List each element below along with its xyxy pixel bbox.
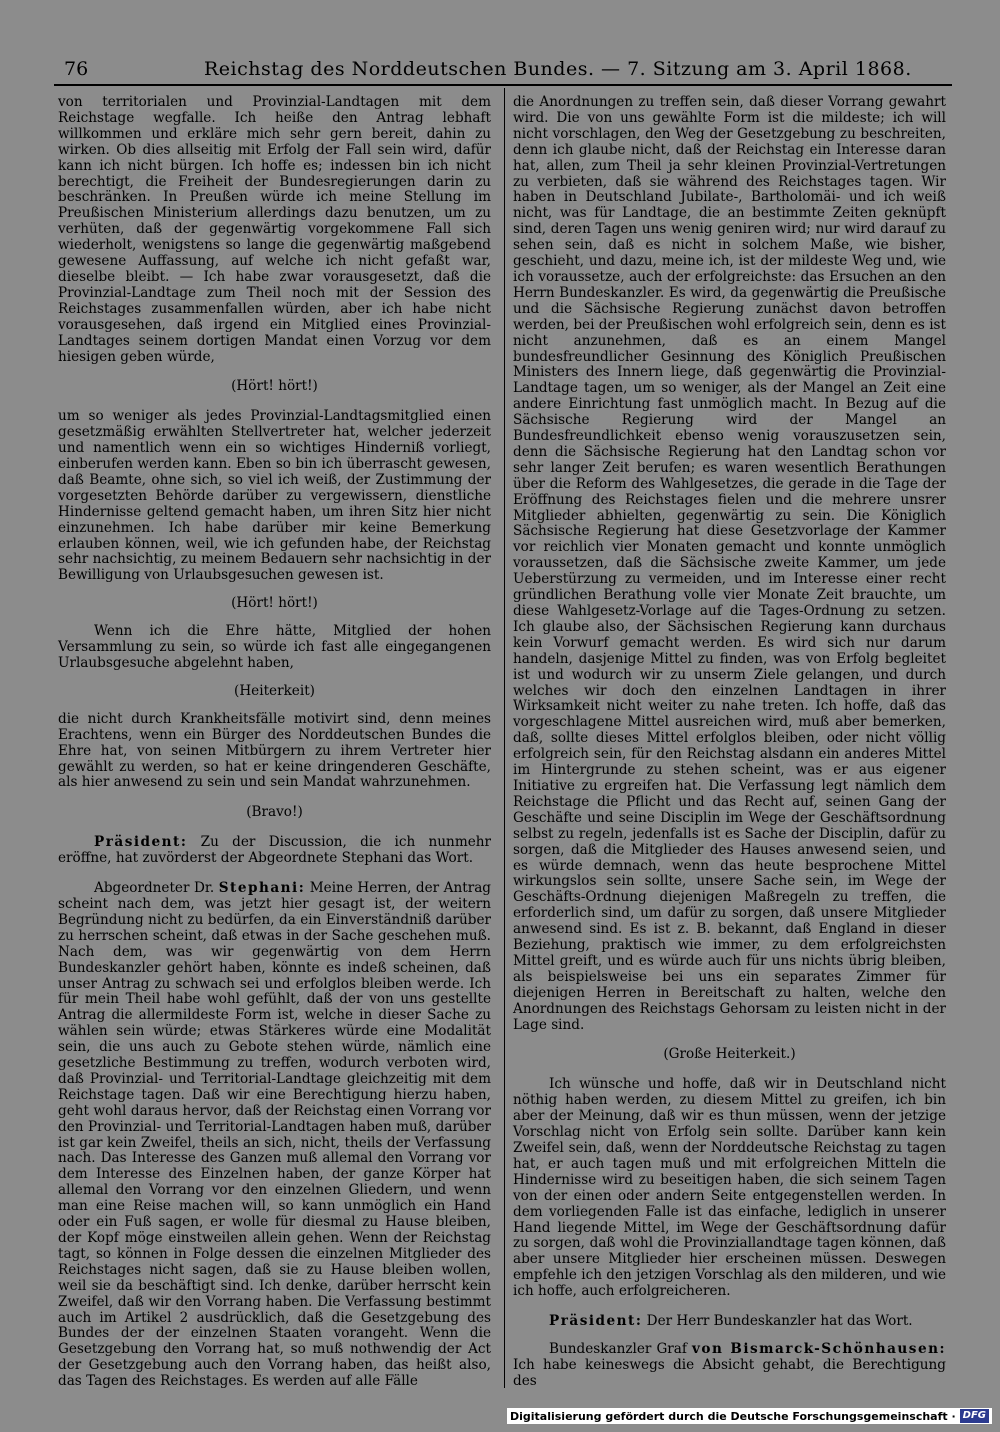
speaker-intro: Abgeordneter Dr. xyxy=(94,880,215,897)
dfg-logo: DFG xyxy=(960,1409,989,1423)
document-page xyxy=(54,50,952,1388)
speaker-name: Präsident: xyxy=(549,1313,643,1330)
speaker-intro: Bundeskanzler Graf xyxy=(549,1340,687,1357)
speech-text: Ich habe keineswegs die Absicht gehabt, die Berechtigung des xyxy=(513,1356,946,1389)
interjection: (Bravo!) xyxy=(246,804,303,821)
credit-text: Digitalisierung gefördert durch die Deutsche Forschungsgemeinschaft · xyxy=(509,1409,956,1423)
speech-text: Zu der Discussion, die ich nunmehr eröffne, hat zuvörderst der Abgeordnete Stephani das Wort. xyxy=(58,834,492,867)
speech-bismarck xyxy=(513,1342,946,1390)
interjection: (Hört! hört!) xyxy=(231,378,318,395)
paragraph: Wenn ich die Ehre hätte, Mitglied der hohen Versammlung zu sein, so würde ich fast alle eingegangenen Urlaubsgesuche abgelehnt haben, xyxy=(58,623,491,671)
right-column xyxy=(513,95,946,1390)
page-header xyxy=(54,50,952,86)
paragraph: die nicht durch Krankheitsfälle motivirt sind, denn meines Erachtens, wenn ein Bürger des Norddeutschen Bundes die Ehre hat, von seinen Mitbürgern zu ihrem Vertreter hier gewählt zu werden, so hat er keine dringenderen Geschäfte, als hier anwesend zu sein und sein Mandat wahrzunehmen. xyxy=(58,710,491,791)
column-divider xyxy=(504,88,505,1388)
paragraph: Ich wünsche und hoffe, daß wir in Deutschland nicht nöthig haben werden, zu diesem Mittel zu greifen, ich bin aber der Meinung, daß wir es thun müssen, wenn der jetzige Vorschlag nicht von Erfolg sein sollte. Darüber kann kein Zweifel sein, daß, wenn der Norddeutsche Reichstag zu tagen hat, er auch tagen muß und mit erfolgreichen Mitteln die Hindernisse wird zu beseitigen haben, die sich seinem Tagen von der einen oder andern Seite entgegenstellen werden. In dem vorliegenden Falle ist das einfache, lediglich in unserer Hand liegende Mittel, im Wege der Geschäftsordnung dafür zu sorgen, daß wohl die Provinziallandtage tagen können, daß aber unsere Mitglieder hier erscheinen müssen. Deswegen empfehle ich den jetzigen Vorschlag als den milderen, und wie ich hoffe, auch erfolgreicheren. xyxy=(513,1076,946,1300)
speaker-name: von Bismarck-Schönhausen: xyxy=(692,1340,946,1357)
paragraph: um so weniger als jedes Provinzial-Landtagsmitglied einen gesetzmäßig erwählten Stellvertreter hat, welcher jederzeit und namentlich wenn ein so wichtiges Hinderniß vorliegt, einberufen werden kann. Eben so bin ich überrascht gewesen, daß Beamte, ohne sich, so viel ich weiß, der Zustimmung der vorgesetzten Behörde darüber zu vergewissern, dienstliche Hindernisse geltend gemacht haben, um ihren Sitz hier nicht einzunehmen. Ich habe darüber mir keine Bemerkung erlauben können, weil, wie ich gefunden habe, der Reichstag sehr nachsichtig, zu meinem Bedauern sehr nachsichtig in der Bewilligung von Urlaubsgesuchen gewesen ist. xyxy=(58,408,491,584)
speech-stephani xyxy=(58,881,491,1390)
interjection: (Große Heiterkeit.) xyxy=(663,1046,796,1063)
left-column xyxy=(58,95,491,1390)
speech-text: Der Herr Bundeskanzler hat das Wort. xyxy=(646,1313,913,1330)
paragraph: von territorialen und Provinzial-Landtagen mit dem Reichstage wegfalle. Ich heiße den Antrag lebhaft willkommen und erkläre mich sehr gern bereit, dahin zu wirken. Ob dies allseitig mit Erfolg der Fall sein wird, dafür kann ich nicht bürgen. Ich hoffe es; indessen bin ich nicht berechtigt, die Freiheit der Bundesregierungen darin zu beschränken. In Preußen würde ich meine Stellung im Preußischen Ministerium allerdings dazu benutzen, um zu verhüten, daß der gegenwärtig vorgekommene Fall sich wiederholt, wenigstens so lange die gegenwärtig maßgebend gewesene Auffassung, auf welche ich nicht gefaßt war, dieselbe bleibt. — Ich habe zwar vorausgesetzt, daß die Provinzial-Landtage zum Theil noch mit der Session des Reichstages zusammenfallen würden, aber ich habe nicht vorausgesehen, daß irgend ein Mitglied eines Provinzial-Landtages seinem dortigen Mandat einen Vorzug vor dem hiesigen geben würde, xyxy=(58,94,491,365)
page-number: 76 xyxy=(64,58,89,80)
speech-president xyxy=(513,1314,946,1330)
speaker-name: Präsident: xyxy=(94,834,188,851)
digitization-credit xyxy=(507,1408,992,1424)
paragraph: die Anordnungen zu treffen sein, daß dieser Vorrang gewahrt wird. Die von uns gewählte Form ist die mildeste; ich will nicht vorschlagen, den Weg der Gesetzgebung zu beschreiten, denn ich glaube nicht, daß der Reichstag ein Interesse daran hat, allen, zum Theil ja sehr kleinen Provinzial-Vertretungen zu verbieten, daß sie während des Reichstages tagen. Wir haben in Deutschland Jubilate-, Bartholomäi- und ich weiß nicht, was für Landtage, die an bestimmte Zeiten geknüpft sind, deren Tagen uns wenig geniren wird; nur wird darauf zu sehen sein, daß es nicht in solchem Maße, wie bisher, geschieht, und dazu, meine ich, ist der mildeste Weg und, wie ich voraussetze, auch der erfolgreichste: das Ersuchen an den Herrn Bundeskanzler. Es wird, da gegenwärtig die Preußische und die Sächsische Regierung zunächst davon betroffen werden, bei der Preußischen wohl erfolgreich sein, denn es ist nicht anzunehmen, daß es an einem Mangel bundesfreundlicher Gesinnung des Königlich Preußischen Ministers des Innern liege, daß gegenwärtig die Provinzial-Landtage tagen, um so weniger, als der Mangel an Zeit eine andere Einrichtung fast unmöglich macht. In Bezug auf die Sächsische Regierung wird der Mangel an Bundesfreundlichkeit ebenso wenig vorauszusetzen sein, denn die Sächsische Regierung hat den Landtag schon vor sehr langer Zeit berufen; es waren wesentlich Berathungen über die Reform des Wahlgesetzes, die gerade in die Tage der Eröffnung des Reichstages fielen und die mehrere unsrer Mitglieder abhielten, gegenwärtig zu sein. Die Königlich Sächsische Regierung hat diese Gesetzvorlage der Kammer vor reichlich vier Monaten gemacht und konnte unmöglich voraussetzen, daß die Sächsische zweite Kammer, um jede Ueberstürzung zu vermeiden, und im Interesse einer recht gründlichen Berathung volle vier Monate Zeit brauchte, um diese Wahlgesetz-Vorlage auf die Tages-Ordnung zu setzen. Ich glaube also, der Sächsischen Regierung kann durchaus kein Vorwurf gemacht werden. Es wird sich nur darum handeln, dasjenige Mittel zu finden, was von Erfolg begleitet ist und wodurch wir zu unserm Ziele gelangen, und durch welches wir doch den einzelnen Landtagen in ihrer Wirksamkeit nicht weiter zu nahe treten. Ich hoffe, daß das vorgeschlagene Mittel ausreichen wird, muß aber bemerken, daß, sollte dieses Mittel erfolglos bleiben, oder nicht völlig erfolgreich sein, für den Reichstag alsdann ein anderes Mittel im Hintergrunde zu stehen scheint, was er aus eigener Initiative zu ergreifen hat. Die Verfassung legt nämlich dem Reichstage die Pflicht und das Recht auf, seinen Gang der Geschäfte und seine Disciplin im Wege der Geschäftsordnung selbst zu regeln, jedenfalls ist es Sache der Disciplin, dafür zu sorgen, daß die Mitglieder des Hauses anwesend seien, und es würde demnach, wenn das heute besprochene Mittel wirkungslos sein sollte, unsere Sache sein, im Wege der Geschäfts-Ordnung diejenigen Maßregeln zu treffen, die erforderlich sind, um dafür zu sorgen, daß unsere Mitglieder anwesend sind. Es ist z. B. bekannt, daß England in dieser Beziehung, praktisch wie immer, zu dem erfolgreichsten Mittel greift, und es würde auch für uns nichts übrig bleiben, als beispielsweise bei uns ein separates Zimmer für diejenigen Herren in Bereitschaft zu halten, welche den Anordnungen des Reichstags Gehorsam zu leisten nicht in der Lage sind. xyxy=(513,94,946,1033)
interjection: (Hört! hört!) xyxy=(231,595,318,612)
speech-text: Meine Herren, der Antrag scheint nach dem, was jetzt hier gesagt ist, der weitern Begründung nicht zu bedürfen, da ein Einverständniß darüber zu herrschen scheint, daß etwas in der Sache geschehen muß. Nach dem, was wir gegenwärtig von dem Herrn Bundeskanzler gehört haben, könnte es indeß scheinen, daß unser Antrag zu schwach sei und erfolglos bleiben werde. Ich für mein Theil habe wohl gefühlt, daß der von uns gestellte Antrag die allermildeste Form ist, welche in dieser Sache zu wählen sein würde; etwas Stärkeres würde eine Modalität sein, die uns auch zu Gebote stehen würde, nämlich eine gesetzliche Bestimmung zu treffen, wodurch verboten wird, daß Provinzial- und Territorial-Landtage gleichzeitig mit dem Reichstage tagen. Daß wir eine Berechtigung hierzu haben, geht wohl daraus hervor, daß der Reichstag einen Vorrang vor den Provinzial- und Territorial-Landtagen haben muß, darüber ist gar kein Zweifel, theils an sich, nicht, theils der Verfassung nach. Das Interesse des Ganzen muß allemal den Vorrang vor dem Interesse des Einzelnen haben, der ganze Körper hat allemal den Vorrang vor den einzelnen Gliedern, und wenn man eine Reise machen will, so kann unmöglich ein Hand oder ein Fuß sagen, er wolle für diesmal zu Hause bleiben, der Kopf möge einstweilen allein gehen. Wenn der Reichstag tagt, so können in Folge dessen die einzelnen Mitglieder des Reichstages nicht sagen, daß sie zu Hause bleiben wollen, weil sie da beschäftigt sind. Ich denke, darüber herrscht kein Zweifel, daß wir den Vorrang haben. Die Verfassung bestimmt auch im Artikel 2 ausdrücklich, daß die Gesetzgebung des Bundes der der einzelnen Staaten vorangeht. Wenn die Gesetzgebung den Vorrang hat, so muß nothwendig der Act der Gesetzgebung auch den Vorrang haben, das heißt also, das Tagen des Reichstages. Es werden auf alle Fälle xyxy=(58,880,491,1390)
speech-president xyxy=(58,835,491,867)
speaker-name: Stephani: xyxy=(218,880,306,897)
interjection: (Heiterkeit) xyxy=(234,682,315,699)
running-title: Reichstag des Norddeutschen Bundes. — 7. Sitzung am 3. April 1868. xyxy=(204,58,912,80)
